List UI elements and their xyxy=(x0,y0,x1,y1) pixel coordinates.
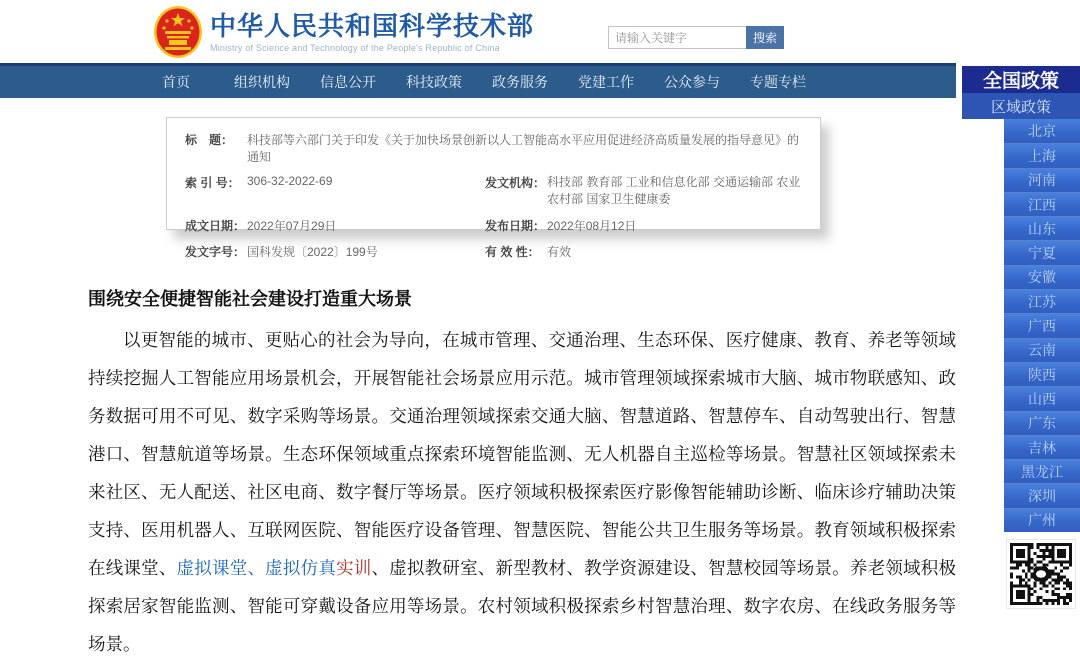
nav-item-home[interactable]: 首页 xyxy=(162,74,190,90)
sidebar-region-list xyxy=(1004,119,1080,532)
national-emblem-logo xyxy=(153,5,203,59)
meta-issuer-value: 科技部 教育部 工业和信息化部 交通运输部 农业农村部 国家卫生健康委 xyxy=(547,175,801,206)
sidebar-region-item[interactable]: 安徽 xyxy=(1004,265,1080,289)
paragraph-segment: 实训 xyxy=(336,558,372,578)
sidebar-region-item[interactable]: 河南 xyxy=(1004,168,1080,192)
sidebar-region-item[interactable]: 吉林 xyxy=(1004,435,1080,459)
sidebar-region-item[interactable]: 宁夏 xyxy=(1004,240,1080,264)
sidebar-region-item[interactable]: 广州 xyxy=(1004,508,1080,532)
site-title: 中华人民共和国科学技术部 xyxy=(210,11,535,41)
meta-doc-number-label: 发文字号： xyxy=(185,245,246,259)
sidebar-region-item[interactable]: 山东 xyxy=(1004,216,1080,240)
sidebar-region-item[interactable]: 山西 xyxy=(1004,386,1080,410)
nav-item-organization[interactable]: 组织机构 xyxy=(234,74,290,90)
sidebar-region-item[interactable]: 江苏 xyxy=(1004,289,1080,313)
meta-issuer-label: 发文机构： xyxy=(485,176,546,190)
meta-title-label: 标 题： xyxy=(185,133,234,147)
meta-title-value: 科技部等六部门关于印发《关于加快场景创新以人工智能高水平应用促进经济高质量发展的指导意见》的通知 xyxy=(247,133,800,164)
sidebar-region-item[interactable]: 黑龙江 xyxy=(1004,459,1080,483)
paragraph-segment: 虚拟课堂、虚拟仿真 xyxy=(176,558,337,578)
meta-publish-date-label: 发布日期： xyxy=(485,219,546,233)
meta-index-value: 306-32-2022-69 xyxy=(247,174,333,188)
meta-publish-date-value: 2022年08月12日 xyxy=(547,219,637,233)
article-paragraph xyxy=(88,321,956,663)
sidebar-region-item[interactable]: 上海 xyxy=(1004,143,1080,167)
document-meta-box xyxy=(166,117,821,259)
sidebar-region-item[interactable]: 陕西 xyxy=(1004,362,1080,386)
site-brand xyxy=(210,12,534,53)
sidebar-tab-national-policy[interactable]: 全国政策 xyxy=(962,66,1080,93)
nav-item-info-disclosure[interactable]: 信息公开 xyxy=(320,74,376,90)
section-heading: 围绕安全便捷智能社会建设打造重大场景 xyxy=(88,289,412,309)
article-body xyxy=(88,285,956,663)
meta-written-date-value: 2022年07月29日 xyxy=(247,219,337,233)
nav-item-special-topics[interactable]: 专题专栏 xyxy=(750,74,806,90)
sidebar-region-item[interactable]: 广西 xyxy=(1004,313,1080,337)
nav-item-gov-services[interactable]: 政务服务 xyxy=(492,74,548,90)
sidebar-region-item[interactable]: 深圳 xyxy=(1004,483,1080,507)
main-nav xyxy=(0,63,956,98)
sidebar-region-item[interactable]: 广东 xyxy=(1004,411,1080,435)
sidebar-region-item[interactable]: 江西 xyxy=(1004,192,1080,216)
search-button[interactable]: 搜索 xyxy=(746,26,784,49)
sidebar-tab-regional-policy[interactable]: 区域政策 xyxy=(962,93,1080,119)
paragraph-segment: 、虚拟教研室、新型教材、教学资源建设、智慧校园等场景。养老领域积极探索居家智能监测、智能可穿戴设备应用等场景。农村领域积极探索乡村智慧治理、数字农房、在线政务服务等场景。 xyxy=(88,558,956,654)
site-subtitle: Ministry of Science and Technology of the People's Republic of China xyxy=(210,43,500,53)
nav-item-sci-tech-policy[interactable]: 科技政策 xyxy=(406,74,462,90)
meta-doc-number-value: 国科发规〔2022〕199号 xyxy=(247,245,378,259)
sidebar-region-item[interactable]: 北京 xyxy=(1004,119,1080,143)
meta-index-label: 索 引 号： xyxy=(185,176,240,190)
search-box xyxy=(608,26,784,49)
meta-validity-label: 有 效 性： xyxy=(485,245,540,259)
nav-item-party-building[interactable]: 党建工作 xyxy=(578,74,634,90)
site-header xyxy=(0,0,1080,63)
search-input[interactable] xyxy=(608,26,746,49)
meta-written-date-label: 成文日期： xyxy=(185,219,246,233)
paragraph-segment: 以更智能的城市、更贴心的社会为导向，在城市管理、交通治理、生态环保、医疗健康、教育、养老等领域持续挖掘人工智能应用场景机会，开展智能社会场景应用示范。城市管理领域探索城市大脑、城市物联感知、政务数据可用不可见、数字采购等场景。交通治理领域探索交通大脑、智慧道路、智慧停车、自动驾驶出行、智慧港口、智慧航道等场景。生态环保领域重点探索环境智能监测、无人机器自主巡检等场景。智慧社区领域探索未来社区、无人配送、社区电商、数字餐厅等场景。医疗领域积极探索医疗影像智能辅助诊断、临床诊疗辅助决策支持、医用机器人、互联网医院、智能医疗设备管理、智慧医院、智能公共卫生服务等场景。教育领域积极探索在线课堂、 xyxy=(88,330,956,578)
sidebar-region-item[interactable]: 云南 xyxy=(1004,338,1080,362)
qr-code xyxy=(1007,540,1075,608)
nav-item-public-participation[interactable]: 公众参与 xyxy=(664,74,720,90)
meta-validity-value: 有效 xyxy=(547,245,572,259)
